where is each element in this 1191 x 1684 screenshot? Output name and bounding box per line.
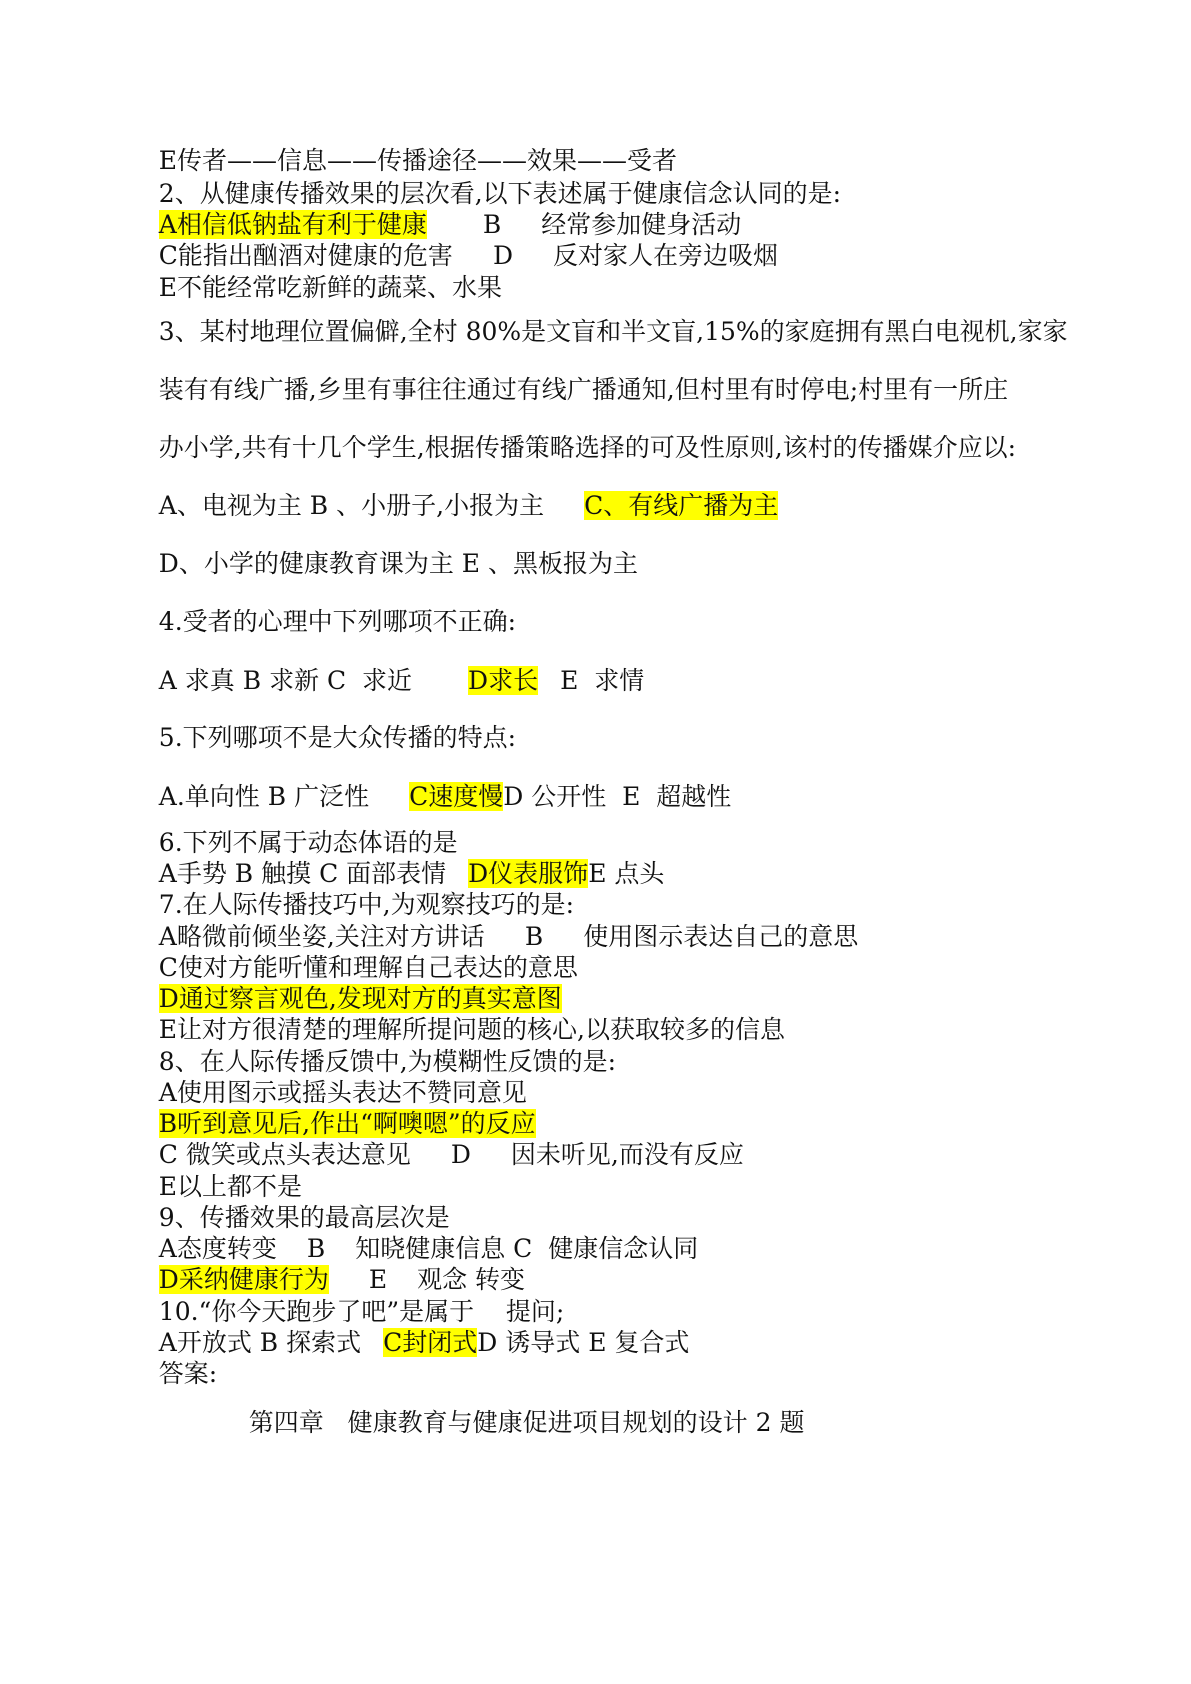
question-7-option-d: [127, 951, 562, 1013]
option-text: E 求情: [560, 666, 645, 695]
option-text: D、小学的健康教育课为主 E 、黑板报为主: [158, 549, 638, 578]
question-text: 7.在人际传播技巧中,为观察技巧的是:: [158, 890, 575, 919]
question-10-stem: [127, 1264, 565, 1326]
question-2-options-ab: [127, 177, 742, 239]
question-7-stem: [127, 857, 575, 919]
answer-highlight: D通过察言观色,发现对方的真实意图: [158, 984, 562, 1013]
question-3-options-de: [127, 516, 638, 578]
question-5-stem: [127, 690, 517, 752]
question-6-stem: [127, 795, 458, 857]
question-3-stem-line-3: [127, 400, 1017, 462]
answer-label: [127, 1326, 218, 1388]
question-3-options-abc: [127, 458, 779, 520]
question-3-stem-line-1: [127, 284, 1068, 346]
question-7-option-e: [127, 982, 785, 1044]
option-text: A.单向性 B 广泛性: [158, 782, 370, 811]
answer-text: 答案:: [158, 1359, 218, 1388]
option-text: E传者——信息——传播途径——效果——受者: [158, 146, 678, 175]
answer-highlight: C、有线广播为主: [584, 491, 779, 520]
question-3-stem-line-2: [127, 342, 1009, 404]
option-text: A使用图示或摇头表达不赞同意见: [158, 1078, 527, 1107]
question-8-option-a: [127, 1045, 527, 1107]
option-text: 使用图示表达自己的意思: [583, 922, 859, 951]
option-text: 反对家人在旁边吸烟: [552, 241, 778, 270]
question-7-option-c: [127, 920, 578, 982]
question-text: 装有有线广播,乡里有事往往通过有线广播通知,但村里有时停电;村里有一所庄: [158, 375, 1009, 404]
option-text: A开放式 B 探索式: [158, 1328, 362, 1357]
question-8-options-cd: [127, 1107, 744, 1169]
question-4-options: [127, 633, 645, 695]
answer-highlight: C封闭式: [383, 1328, 478, 1357]
question-9-stem: [127, 1170, 450, 1232]
option-text: C能指出酗酒对健康的危害: [158, 241, 453, 270]
question-7-options-ab: [127, 889, 859, 951]
question-8-option-e: [127, 1139, 303, 1201]
question-9-options-de: [127, 1232, 526, 1294]
question-8-stem: [127, 1014, 617, 1076]
option-label: B: [306, 1234, 326, 1263]
option-text: E以上都不是: [158, 1172, 303, 1201]
answer-highlight: B听到意见后,作出“啊噢嗯”的反应: [158, 1109, 536, 1138]
option-label: D: [450, 1140, 471, 1169]
option-label: D: [492, 241, 513, 270]
question-10-options: [127, 1295, 690, 1357]
chapter-heading: [217, 1375, 805, 1437]
option-text: E让对方很清楚的理解所提问题的核心,以获取较多的信息: [158, 1015, 785, 1044]
option-text: D 公开性 E 超越性: [503, 782, 732, 811]
option-text: A、电视为主 B 、小册子,小报为主: [158, 491, 545, 520]
option-label: E: [368, 1265, 388, 1294]
question-2-options-cd: [127, 208, 778, 270]
question-2-stem: [127, 146, 842, 208]
option-text: 经常参加健身活动: [541, 210, 742, 239]
option-text: A 求真 B 求新 C 求近: [158, 666, 413, 695]
answer-highlight: D采纳健康行为: [158, 1265, 329, 1294]
option-text: E 点头: [588, 859, 665, 888]
chapter-title: 第四章 健康教育与健康促进项目规划的设计 2 题: [248, 1408, 805, 1437]
option-text: A手势 B 触摸 C 面部表情: [158, 859, 447, 888]
question-text: 9、传播效果的最高层次是: [158, 1203, 450, 1232]
option-text: E不能经常吃新鲜的蔬菜、水果: [158, 273, 503, 302]
answer-highlight: D仪表服饰: [468, 859, 589, 888]
question-text: 5.下列哪项不是大众传播的特点:: [158, 723, 517, 752]
option-text: C 微笑或点头表达意见: [158, 1140, 411, 1169]
question-text: 10.“你今天跑步了吧”是属于 提问;: [158, 1297, 565, 1326]
option-text: 知晓健康信息 C 健康信念认同: [355, 1234, 699, 1263]
question-text: 6.下列不属于动态体语的是: [158, 828, 458, 857]
question-text: 2、从健康传播效果的层次看,以下表述属于健康信念认同的是:: [158, 179, 842, 208]
option-text: A态度转变: [158, 1234, 277, 1263]
option-label: B: [524, 922, 544, 951]
question-2-option-e: [127, 240, 503, 302]
question-5-options: [127, 749, 732, 811]
question-4-stem: [127, 574, 517, 636]
question-9-options-abc: [127, 1201, 699, 1263]
option-label: B: [482, 210, 502, 239]
option-line-e: [127, 113, 678, 175]
question-text: 3、某村地理位置偏僻,全村 80%是文盲和半文盲,15%的家庭拥有黑白电视机,家家: [158, 317, 1068, 346]
option-text: A略微前倾坐姿,关注对方讲话: [158, 922, 485, 951]
answer-highlight: A相信低钠盐有利于健康: [158, 210, 427, 239]
option-text: 因未听见,而没有反应: [510, 1140, 744, 1169]
option-text: D 诱导式 E 复合式: [477, 1328, 690, 1357]
question-text: 8、在人际传播反馈中,为模糊性反馈的是:: [158, 1047, 617, 1076]
question-text: 办小学,共有十几个学生,根据传播策略选择的可及性原则,该村的传播媒介应以:: [158, 433, 1017, 462]
answer-highlight: D求长: [468, 666, 539, 695]
question-8-option-b: [127, 1076, 536, 1138]
option-text: C使对方能听懂和理解自己表达的意思: [158, 953, 578, 982]
question-text: 4.受者的心理中下列哪项不正确:: [158, 607, 517, 636]
answer-highlight: C速度慢: [409, 782, 504, 811]
option-text: 观念 转变: [417, 1265, 526, 1294]
question-6-options: [127, 826, 665, 888]
